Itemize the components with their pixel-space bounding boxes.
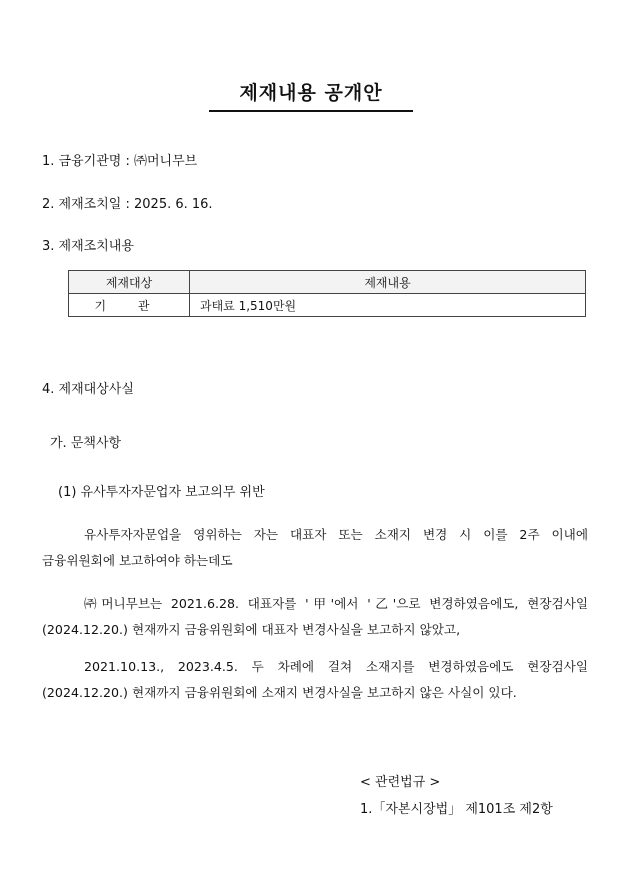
subsection-heading: (1) 유사투자자문업자 보고의무 위반	[58, 485, 265, 500]
paragraph-1	[42, 522, 588, 574]
related-law-item: 1.「자본시장법」 제101조 제2항	[360, 802, 553, 817]
item-sanction-details	[42, 235, 134, 254]
document-title-wrap	[0, 78, 622, 112]
item-number: 4.	[42, 382, 55, 397]
institution-name: ㈜머니무브	[134, 154, 198, 169]
table-header-content: 제재내용	[190, 271, 586, 294]
item-label: 금융기관명 :	[58, 154, 130, 169]
table-header-target: 제재대상	[69, 271, 190, 294]
table-cell-content: 과태료 1,510만원	[190, 294, 586, 317]
document-title: 제재내용 공개안	[209, 78, 412, 112]
item-institution-name	[42, 150, 197, 169]
table-cell-target: 기 관	[69, 294, 190, 317]
section-heading: 가. 문책사항	[50, 436, 122, 451]
paragraph-3	[42, 654, 588, 706]
paragraph-line: ㈜머니무브는 2021.6.28. 대표자를 '甲'에서 '乙'으로 변경하였음에도, 현장검사일	[84, 596, 588, 611]
table-header-row	[69, 271, 586, 294]
item-facts	[42, 378, 134, 397]
sanction-date: 2025. 6. 16.	[134, 197, 213, 212]
item-label: 제재대상사실	[58, 382, 134, 397]
paragraph-line: (2024.12.20.) 현재까지 금융위원회에 소재지 변경사실을 보고하지 않은 사실이 있다.	[42, 685, 517, 700]
related-law-heading: < 관련법규 >	[360, 775, 441, 790]
paragraph-line: 2021.10.13., 2023.4.5. 두 차례에 걸쳐 소재지를 변경하였음에도 현장검사일	[84, 659, 588, 674]
item-number: 2.	[42, 197, 55, 212]
paragraph-line: (2024.12.20.) 현재까지 금융위원회에 대표자 변경사실을 보고하지 않았고,	[42, 622, 461, 637]
item-label: 제재조치내용	[58, 239, 134, 254]
item-label: 제재조치일 :	[58, 197, 130, 212]
table-row	[69, 294, 586, 317]
item-number: 1.	[42, 154, 55, 169]
sanction-table	[68, 270, 586, 317]
item-number: 3.	[42, 239, 55, 254]
paragraph-2	[42, 591, 588, 643]
item-sanction-date	[42, 193, 213, 212]
paragraph-line: 금융위원회에 보고하여야 하는데도	[42, 553, 233, 568]
paragraph-line: 유사투자자문업을 영위하는 자는 대표자 또는 소재지 변경 시 이를 2주 이내에	[84, 527, 588, 542]
